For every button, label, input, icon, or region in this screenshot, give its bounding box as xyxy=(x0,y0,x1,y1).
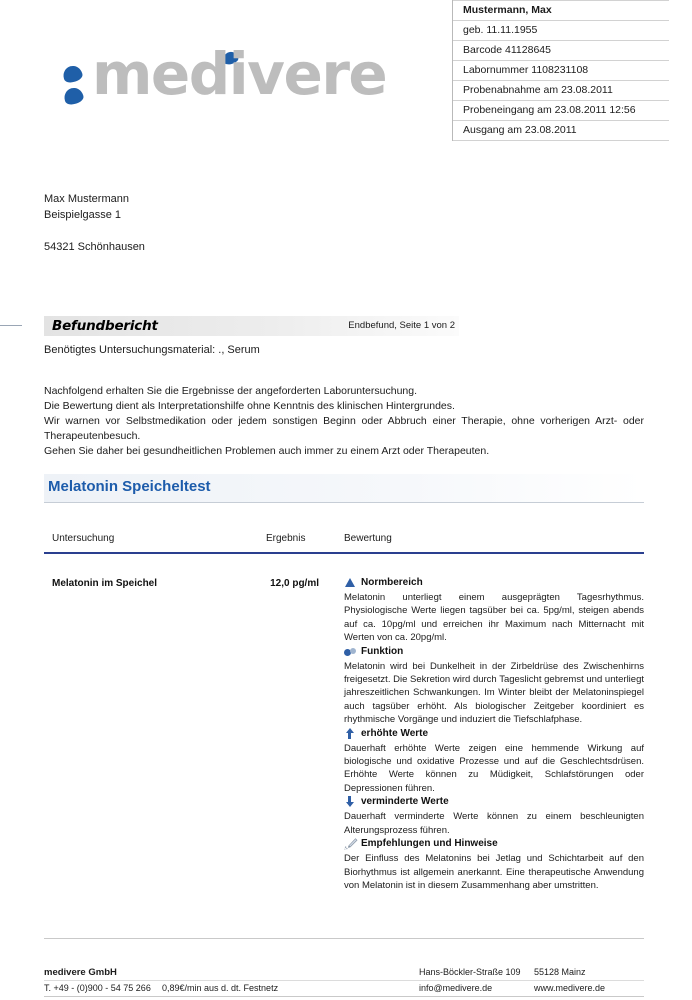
column-header-ergebnis: Ergebnis xyxy=(266,533,306,544)
footer-row-company xyxy=(44,965,644,981)
footer-phone: T. +49 - (0)900 - 54 75 266 xyxy=(44,983,151,993)
evaluation-block-normbereich xyxy=(344,576,644,645)
column-header-bewertung: Bewertung xyxy=(344,533,392,544)
footer-phone-note: 0,89€/min aus d. dt. Festnetz xyxy=(162,983,279,993)
recipient-city: 54321 Schönhausen xyxy=(44,241,145,253)
address-spacer xyxy=(44,223,145,239)
evaluation-text: Melatonin wird bei Dunkelheit in der Zirbeldrüse des Zwischenhirns freigesetzt. Die Sekretion wird durch Tageslicht gebremst und unterliegt jahreszeitlichen Schwankungen. Im Winter bleibt der Melatoninspiegel auch tagsüber erhöht. Als biologischer Zeitgeber koordiniert es rhythmische Vorgänge und induziert die Tiefschlafphase. xyxy=(344,660,644,726)
column-header-untersuchung: Untersuchung xyxy=(52,533,115,544)
report-page-info: Endbefund, Seite 1 von 2 xyxy=(348,320,455,331)
two-circles-icon xyxy=(344,646,359,658)
patient-birthdate: geb. 11.11.1955 xyxy=(453,21,669,41)
patient-barcode: Barcode 41128645 xyxy=(453,41,669,61)
section-title: Melatonin Speicheltest xyxy=(48,478,211,495)
evaluation-heading: verminderte Werte xyxy=(361,796,449,808)
intro-paragraph xyxy=(44,384,644,459)
intro-line-2: Die Bewertung dient als Interpretationshilfe ohne Kenntnis des klinischen Hintergrundes. xyxy=(44,400,455,412)
intro-line-3: Wir warnen vor Selbstmedikation oder jedem sonstigen Beginn oder Abbruch einer Therapie, ohne vorherigen Arzt- oder Therapeutenbesuch. xyxy=(44,415,644,442)
intro-line-4: Gehen Sie daher bei gesundheitlichen Problemen auch immer zu einem Arzt oder Therapeuten. xyxy=(44,445,490,457)
pen-icon xyxy=(344,838,359,850)
evaluation-block-verminderte-werte xyxy=(344,795,644,837)
evaluation-heading-row xyxy=(344,727,644,741)
sample-collection-date: Probenabnahme am 23.08.2011 xyxy=(453,81,669,101)
footer-street: Hans-Böckler-Straße 109 xyxy=(419,967,521,977)
patient-lab-number: Labornummer 1108231108 xyxy=(453,61,669,81)
fold-mark xyxy=(0,325,22,326)
report-header-bar xyxy=(44,316,459,336)
medivere-logo xyxy=(30,40,390,112)
evaluation-block-funktion xyxy=(344,645,644,727)
footer-website[interactable]: www.medivere.de xyxy=(534,983,606,993)
table-header-rule xyxy=(44,552,644,554)
patient-info-table xyxy=(452,0,669,141)
section-title-bar xyxy=(44,474,644,503)
required-material-text: Benötigtes Untersuchungsmaterial: ., Serum xyxy=(44,344,260,356)
evaluation-text: Der Einfluss des Melatonins bei Jetlag und Schichtarbeit auf den Biorhythmus ist allgemein anerkannt. Eine therapeutische Anwendung von Melatonin ist in diesem Zusammenhang aber umstritten. xyxy=(344,853,644,891)
logo-drop-icon-bottom xyxy=(62,86,85,107)
evaluation-heading-row xyxy=(344,837,644,851)
result-analyte-name: Melatonin im Speichel xyxy=(52,578,158,589)
evaluation-heading: Empfehlungen und Hinweise xyxy=(361,838,498,850)
recipient-name: Max Mustermann xyxy=(44,193,129,205)
footer-email[interactable]: info@medivere.de xyxy=(419,983,493,993)
arrow-up-icon xyxy=(344,728,359,740)
evaluation-heading: erhöhte Werte xyxy=(361,727,429,739)
evaluation-text: Dauerhaft erhöhte Werte zeigen eine hemmende Wirkung auf biologische und oxidative Prozesse und auf die Geschlechtsdrüsen. Erhöhte Werte können zu Müdigkeit, Schlafstörungen oder Depressionen führen. xyxy=(344,742,644,794)
report-title: Befundbericht xyxy=(52,318,158,334)
evaluation-heading: Funktion xyxy=(361,645,404,657)
evaluation-text: Melatonin unterliegt einem ausgeprägten Tagesrhythmus. Physiologische Werte liegen tagsüber bei ca. 5pg/ml, steigen abends auf ca. 10pg/ml und erreichen ihr Maximum nach Mitternacht mit Werten von ca. 20pg/ml. xyxy=(344,592,644,644)
evaluation-block-erhoehte-werte xyxy=(344,727,644,796)
result-value: 12,0 pg/ml xyxy=(270,578,319,589)
sample-receipt-date: Probeneingang am 23.08.2011 12:56 xyxy=(453,101,669,121)
results-table-header xyxy=(44,533,644,551)
intro-line-1: Nachfolgend erhalten Sie die Ergebnisse der angeforderten Laboruntersuchung. xyxy=(44,385,418,397)
footer-company-name: medivere GmbH xyxy=(44,967,117,978)
page-footer xyxy=(44,965,644,997)
patient-name: Mustermann, Max xyxy=(453,0,669,21)
recipient-address xyxy=(44,191,145,255)
arrow-down-icon xyxy=(344,796,359,808)
evaluation-heading-row xyxy=(344,576,644,590)
sample-output-date: Ausgang am 23.08.2011 xyxy=(453,121,669,141)
evaluation-text: Dauerhaft verminderte Werte können zu einem beschleunigten Alterungsprozess führen. xyxy=(344,811,644,836)
evaluation-heading-row xyxy=(344,645,644,659)
evaluation-heading-row xyxy=(344,795,644,809)
evaluation-block-empfehlungen xyxy=(344,837,644,892)
footer-divider xyxy=(44,938,644,939)
footer-row-contact xyxy=(44,981,644,997)
footer-city: 55128 Mainz xyxy=(534,967,586,977)
logo-wordmark: medivere xyxy=(92,40,387,108)
triangle-up-icon xyxy=(344,577,359,589)
result-evaluation-column xyxy=(344,576,644,892)
evaluation-heading: Normbereich xyxy=(361,577,423,588)
logo-drop-icon-top xyxy=(61,64,84,85)
recipient-street: Beispielgasse 1 xyxy=(44,209,122,221)
